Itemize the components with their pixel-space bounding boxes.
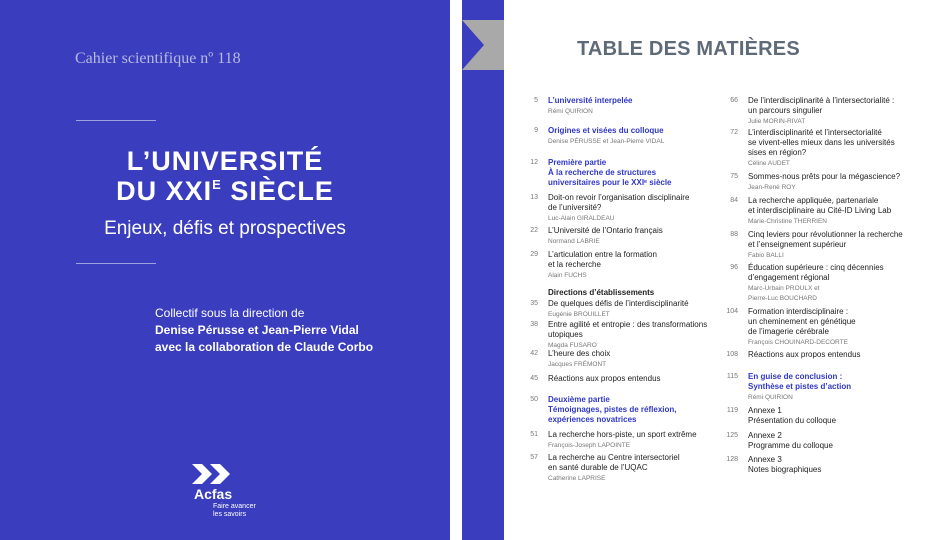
toc-entry-title: L’articulation entre la formation et la recherche <box>548 250 657 269</box>
toc-entry-title: Annexe 2 Programme du colloque <box>748 431 833 450</box>
toc-page-number: 12 <box>530 159 538 166</box>
toc-entry-title: Cinq leviers pour révolutionner la recherche et l’enseignement supérieur <box>748 230 903 249</box>
divider-bottom <box>76 263 156 264</box>
toc-page-number: 13 <box>530 194 538 201</box>
credit-editors: Denise Pérusse et Jean-Pierre Vidal <box>155 323 359 337</box>
toc-entry-title: Directions d’établissements <box>548 288 655 297</box>
toc-entry-title: Doit-on revoir l’organisation disciplinaire de l’université? <box>548 193 690 212</box>
toc-entry-title: L’université interpelée <box>548 96 633 105</box>
toc-page-number: 125 <box>726 432 738 439</box>
toc-page-number: 72 <box>730 129 738 136</box>
toc-page-number: 75 <box>730 173 738 180</box>
toc-page-number: 45 <box>530 375 538 382</box>
toc-entry-title: L’Université de l’Ontario français <box>548 226 663 235</box>
toc-entry-author: Normand LABRIE <box>548 238 600 245</box>
toc-page <box>504 0 940 540</box>
toc-page-number: 115 <box>726 373 738 380</box>
toc-entry-author: Rémi QUIRION <box>748 394 793 401</box>
toc-page-number: 22 <box>530 227 538 234</box>
series-label: Cahier scientifique nº 118 <box>75 50 241 67</box>
credit-line-1: Collectif sous la direction de <box>155 306 305 320</box>
logo-tagline: Faire avancer les savoirs <box>213 503 256 518</box>
toc-entry-author: Magda FUSARO <box>548 342 597 349</box>
toc-entry-author: Jacques FRÉMONT <box>548 361 607 368</box>
toc-entry-author: Luc-Alain GIRALDEAU <box>548 215 615 222</box>
divider-top <box>76 120 156 121</box>
toc-entry-title: De quelques défis de l’interdisciplinarité <box>548 299 689 308</box>
toc-entry-title: Deuxième partie Témoignages, pistes de réflexion, expériences novatrices <box>548 395 677 424</box>
toc-page-number: 96 <box>730 264 738 271</box>
toc-entry-title: En guise de conclusion : Synthèse et pistes d’action <box>748 372 852 391</box>
toc-page-number: 5 <box>534 97 538 104</box>
book-title-line1: L’UNIVERSITÉ <box>126 146 324 176</box>
toc-page-number: 104 <box>726 308 738 315</box>
toc-entry-title: La recherche au Centre intersectoriel en santé durable de l’UQAC <box>548 453 680 472</box>
toc-entry-author: Julie MORIN-RIVAT <box>748 118 806 125</box>
toc-page-number: 119 <box>726 407 738 414</box>
toc-entry-title: La recherche hors-piste, un sport extrême <box>548 430 697 439</box>
toc-entry-author: François CHOUINARD-DECORTE <box>748 339 848 346</box>
toc-page-number: 51 <box>530 431 538 438</box>
toc-entry-title: Sommes-nous prêts pour la mégascience? <box>748 172 901 181</box>
toc-entry-author: Céline AUDET <box>748 160 790 167</box>
book-title-line2: DU $XXI^E$ SIÈCLE <box>116 176 334 206</box>
toc-page-number: 35 <box>530 300 538 307</box>
toc-entry-title: Annexe 3 Notes biographiques <box>748 455 822 474</box>
toc-page-number: 57 <box>530 454 538 461</box>
toc-entry-title: Première partie À la recherche de structures universitaires pour le XXIᵉ siècle <box>548 158 672 187</box>
toc-page-number: 84 <box>730 197 738 204</box>
toc-entry-title: Éducation supérieure : cinq décennies d’engagement régional <box>748 263 884 282</box>
toc-entry-author: Fabio BALLI <box>748 252 784 259</box>
book-subtitle: Enjeux, défis et prospectives <box>104 218 346 239</box>
toc-entry-title: L’heure des choix <box>548 349 611 358</box>
toc-entry-title: Réactions aux propos entendus <box>548 374 661 383</box>
toc-entry-title: De l’interdisciplinarité à l’intersectorialité : un parcours singulier <box>748 96 895 115</box>
toc-entry-author: Catherine LAPRISE <box>548 475 606 482</box>
toc-entry-title: Origines et visées du colloque <box>548 126 664 135</box>
toc-side-stripe <box>462 0 504 540</box>
toc-entry-author: Denise PÉRUSSE et Jean-Pierre VIDAL <box>548 138 665 145</box>
toc-entry-title: Formation interdisciplinaire : un cheminement en génétique de l’imagerie cérébrale <box>748 307 856 336</box>
toc-entry-author: Marie-Christine THERRIEN <box>748 218 827 225</box>
toc-page-number: 9 <box>534 127 538 134</box>
credits-block <box>155 305 373 356</box>
toc-page-number: 29 <box>530 251 538 258</box>
toc-entry-author: François-Joseph LAPOINTE <box>548 442 631 449</box>
toc-entry-title: Entre agilité et entropie : des transformations utopiques <box>548 320 708 339</box>
toc-entry-author: Rémi QUIRION <box>548 108 593 115</box>
logo-wordmark: Acfas <box>194 486 233 502</box>
toc-entry-author: Alain FUCHS <box>548 272 587 279</box>
toc-page-number: 128 <box>726 456 738 463</box>
toc-page-number: 50 <box>530 396 538 403</box>
page-gutter <box>450 0 462 540</box>
toc-page-number: 42 <box>530 350 538 357</box>
toc-entry-title: L’interdisciplinarité et l’intersectorialité se vivent-elles mieux dans les universités sises en région? <box>748 128 895 157</box>
toc-title: TABLE DES MATIÈRES <box>577 38 800 60</box>
toc-page-number: 108 <box>726 351 738 358</box>
toc-page-number: 66 <box>730 97 738 104</box>
toc-entry-title: Annexe 1 Présentation du colloque <box>748 406 837 425</box>
toc-entry-author: Jean-René ROY <box>748 184 796 191</box>
toc-entry-title: Réactions aux propos entendus <box>748 350 861 359</box>
toc-entry-author: Eugénie BROUILLET <box>548 311 610 318</box>
cover-page <box>0 0 450 540</box>
credit-collaboration: avec la collaboration de Claude Corbo <box>155 340 374 354</box>
acfas-logo-icon <box>190 462 234 486</box>
toc-page-number: 38 <box>530 321 538 328</box>
toc-page-number: 88 <box>730 231 738 238</box>
toc-entry-title: La recherche appliquée, partenariale et interdisciplinaire au Cité-ID Living Lab <box>748 196 892 215</box>
toc-entry-author: Marc-Urbain PROULX et Pierre-Luc BOUCHARD <box>748 285 820 302</box>
